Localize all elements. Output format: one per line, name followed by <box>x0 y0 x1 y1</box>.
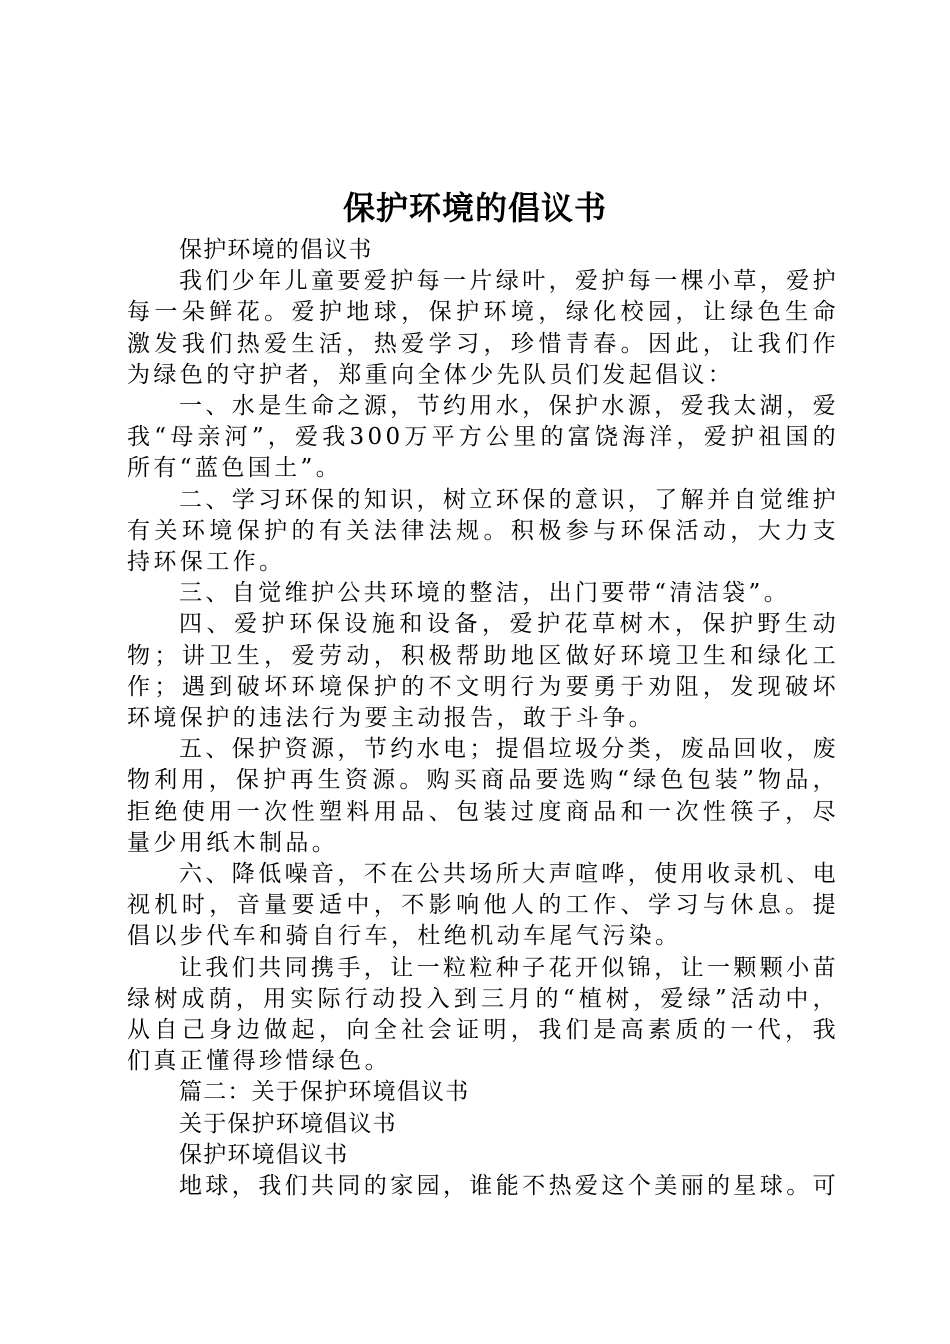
paragraph-heading: 保护环境的倡议书 <box>179 237 373 263</box>
section-two-subtitle: 关于保护环境倡议书 <box>179 1110 397 1137</box>
document-title: 保护环境的倡议书 <box>342 189 607 227</box>
section-two-heading: 篇二：关于保护环境倡议书 <box>179 1079 470 1106</box>
paragraph-item-2: 二、学习环保的知识，树立环保的意识，了解并自觉维护有关环境保护的有关法律法规。积极参与环保活动，大力支持环保工作。 <box>127 486 839 576</box>
document-body <box>127 235 839 1202</box>
section-two-paragraph: 地球，我们共同的家园，谁能不热爱这个美丽的星球。可 <box>179 1173 839 1200</box>
paragraph-intro: 我们少年儿童要爱护每一片绿叶，爱护每一棵小草，爱护每一朵鲜花。爱护地球，保护环境，绿化校园，让绿色生命激发我们热爱生活，热爱学习，珍惜青春。因此，让我们作为绿色的守护者，郑重向全体少先队员们发起倡议： <box>127 268 839 388</box>
paragraph-item-6: 六、降低噪音，不在公共场所大声喧哗，使用收录机、电视机时，音量要适中，不影响他人的工作、学习与休息。提倡以步代车和骑自行车，杜绝机动车尾气污染。 <box>127 861 839 950</box>
paragraph-item-4: 四、爱护环保设施和设备，爱护花草树木，保护野生动物；讲卫生，爱劳动，积极帮助地区做好环境卫生和绿化工作；遇到破坏环境保护的不文明行为要勇于劝阻，发现破坏环境保护的违法行为要主动报告，敢于斗争。 <box>127 611 839 732</box>
paragraph-item-5: 五、保护资源，节约水电；提倡垃圾分类，废品回收，废物利用，保护再生资源。购买商品要选购“绿色包装”物品，拒绝使用一次性塑料用品、包装过度商品和一次性筷子，尽量少用纸木制品。 <box>127 736 839 856</box>
paragraph-closing: 让我们共同携手，让一粒粒种子花开似锦，让一颗颗小苗绿树成荫，用实际行动投入到三月的“植树，爱绿”活动中，从自己身边做起，向全社会证明，我们是高素质的一代，我们真正懂得珍惜绿色。 <box>127 954 839 1075</box>
paragraph-item-3: 三、自觉维护公共环境的整洁，出门要带“清洁袋”。 <box>179 580 791 607</box>
section-two-title: 保护环境倡议书 <box>179 1141 349 1168</box>
paragraph-item-1: 一、水是生命之源，节约用水，保护水源，爱我太湖，爱我“母亲河”，爱我300万平方公里的富饶海洋，爱护祖国的所有“蓝色国土”。 <box>127 393 839 482</box>
